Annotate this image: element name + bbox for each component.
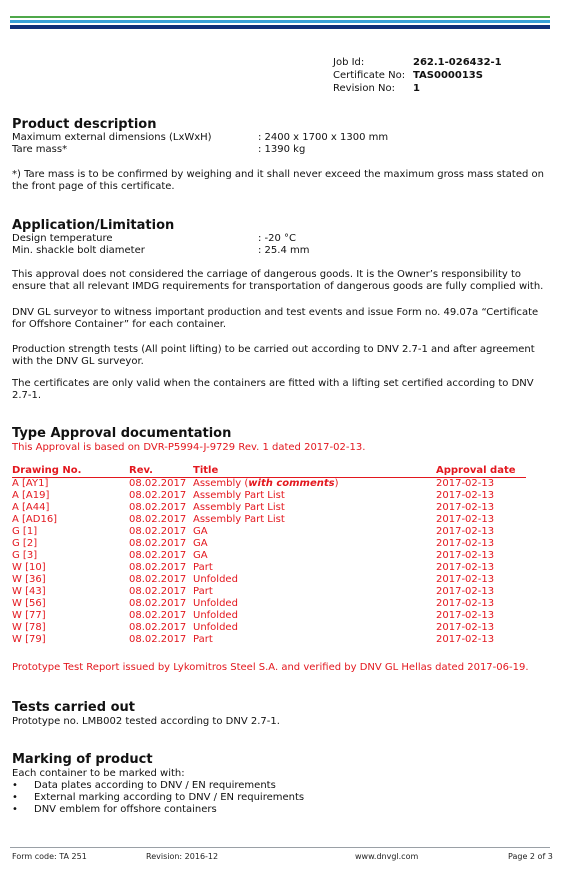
certificate-value: TAS000013S <box>413 70 483 81</box>
title-cell <box>193 622 436 634</box>
approval-date-cell: 2017-02-13 <box>436 514 495 525</box>
title-cell <box>193 526 436 538</box>
title-cell <box>193 634 436 646</box>
product-value: : 1390 kg <box>258 144 306 155</box>
revision-cell: 08.02.2017 <box>129 550 187 561</box>
title-text: GA <box>193 550 208 561</box>
title-text: Assembly Part List <box>193 502 285 513</box>
revision-cell: 08.02.2017 <box>129 574 187 585</box>
drawing-number-cell: W [79] <box>12 634 46 645</box>
title-text: Assembly ( <box>193 478 249 489</box>
lifting-set-paragraph: The certificates are only valid when the containers are fitted with a lifting set certified according to DNV 2.7-1. <box>12 378 534 401</box>
title-cell <box>193 610 436 622</box>
approval-date-cell: 2017-02-13 <box>436 598 495 609</box>
title-cell <box>193 478 436 491</box>
approval-date-cell: 2017-02-13 <box>436 526 495 537</box>
title-text: Assembly Part List <box>193 490 285 501</box>
title-text: Unfolded <box>193 574 238 585</box>
title-cell <box>193 538 436 550</box>
title-text: Part <box>193 562 213 573</box>
drawing-number-cell: W [10] <box>12 562 46 573</box>
drawing-number-cell: G [3] <box>12 550 38 561</box>
table-row <box>12 562 526 574</box>
title-cell <box>193 562 436 574</box>
table-row <box>12 574 526 586</box>
revision-cell: 08.02.2017 <box>129 598 187 609</box>
title-text: Unfolded <box>193 610 238 621</box>
title-text: GA <box>193 526 208 537</box>
title-cell <box>193 514 436 526</box>
job-info-block <box>333 56 502 95</box>
revision-cell: 08.02.2017 <box>129 514 187 525</box>
title-text: Unfolded <box>193 622 238 633</box>
revision-cell: 08.02.2017 <box>129 634 187 645</box>
approval-date-cell: 2017-02-13 <box>436 586 495 597</box>
list-item: • External marking according to DNV / EN requirements <box>12 792 304 804</box>
drawing-number-cell: G [2] <box>12 538 38 549</box>
approval-date-cell: 2017-02-13 <box>436 550 495 561</box>
table-row <box>12 514 526 526</box>
approval-date-cell: 2017-02-13 <box>436 478 495 489</box>
application-key: Min. shackle bolt diameter <box>12 245 145 256</box>
drawing-number-cell: A [AD16] <box>12 514 58 525</box>
application-key: Design temperature <box>12 233 113 244</box>
list-item: • DNV emblem for offshore containers <box>12 804 304 816</box>
footer-form-code: Form code: TA 251 <box>12 852 87 861</box>
title-cell <box>193 550 436 562</box>
tests-text: Prototype no. LMB002 tested according to DNV 2.7-1. <box>12 716 280 727</box>
title-text: Assembly Part List <box>193 514 285 525</box>
certificate-label: Certificate No: <box>333 70 406 81</box>
revision-cell: 08.02.2017 <box>129 538 187 549</box>
application-heading: Application/Limitation <box>12 218 175 233</box>
strength-tests-paragraph: Production strength tests (All point lifting) to be carried out according to DNV 2.7-1 and after agreement with the DNV GL surveyor. <box>12 344 535 367</box>
approval-basis: This Approval is based on DVR-P5994-J-9729 Rev. 1 dated 2017-02-13. <box>12 442 366 453</box>
header-stripe-green <box>10 16 550 18</box>
table-row <box>12 634 526 646</box>
title-text: Unfolded <box>193 598 238 609</box>
revision-cell: 08.02.2017 <box>129 622 187 633</box>
drawing-number-cell: W [36] <box>12 574 46 585</box>
approval-date-cell: 2017-02-13 <box>436 634 495 645</box>
surveyor-paragraph: DNV GL surveyor to witness important production and test events and issue Form no. 49.07a “Certificate for Offshore Container” for each container. <box>12 307 539 330</box>
job-id-label: Job Id: <box>333 57 365 68</box>
prototype-report-note: Prototype Test Report issued by Lykomitros Steel S.A. and verified by DNV GL Hellas dated 2017-06-19. <box>12 662 529 673</box>
drawing-number-cell: A [A44] <box>12 502 50 513</box>
title-cell <box>193 574 436 586</box>
approval-date-cell: 2017-02-13 <box>436 538 495 549</box>
drawing-number-cell: A [A19] <box>12 490 50 501</box>
footer-website[interactable]: www.dnvgl.com <box>355 852 419 861</box>
table-row <box>12 610 526 622</box>
revision-cell: 08.02.2017 <box>129 502 187 513</box>
product-description-values <box>12 132 388 156</box>
approval-date-cell: 2017-02-13 <box>436 502 495 513</box>
revision-value: 1 <box>413 83 420 94</box>
approval-date-cell: 2017-02-13 <box>436 622 495 633</box>
footer-page-number: Page 2 of 3 <box>508 852 553 861</box>
approval-date-cell: 2017-02-13 <box>436 610 495 621</box>
marking-intro: Each container to be marked with: <box>12 768 185 779</box>
column-header-title: Title <box>193 465 436 478</box>
table-row <box>12 622 526 634</box>
dangerous-goods-paragraph: This approval does not considered the carriage of dangerous goods. It is the Owner’s responsibility to ensure that all relevant IMDG requirements for transportation of dangerous goods are fully complied with. <box>12 269 544 292</box>
column-header-drawing: Drawing No. <box>12 465 129 478</box>
drawing-number-cell: G [1] <box>12 526 38 537</box>
footer-revision: Revision: 2016-12 <box>146 852 219 861</box>
table-row <box>12 550 526 562</box>
revision-cell: 08.02.2017 <box>129 526 187 537</box>
header-stripe-navy <box>10 25 550 29</box>
drawings-table <box>12 465 526 646</box>
tests-heading: Tests carried out <box>12 700 135 715</box>
revision-cell: 08.02.2017 <box>129 490 187 501</box>
column-header-approval-date: Approval date <box>436 465 526 478</box>
table-row <box>12 598 526 610</box>
revision-cell: 08.02.2017 <box>129 478 187 489</box>
title-cell <box>193 586 436 598</box>
drawing-number-cell: W [56] <box>12 598 46 609</box>
approval-date-cell: 2017-02-13 <box>436 562 495 573</box>
title-text: GA <box>193 538 208 549</box>
title-text: Part <box>193 586 213 597</box>
table-row <box>12 502 526 514</box>
list-item: • Data plates according to DNV / EN requirements <box>12 780 304 792</box>
product-key: Maximum external dimensions (LxWxH) <box>12 132 212 143</box>
title-emphasis: with comments <box>248 478 335 489</box>
revision-cell: 08.02.2017 <box>129 610 187 621</box>
revision-label: Revision No: <box>333 83 395 94</box>
revision-cell: 08.02.2017 <box>129 586 187 597</box>
title-suffix: ) <box>334 478 339 489</box>
table-row <box>12 478 526 491</box>
table-row <box>12 526 526 538</box>
column-header-rev: Rev. <box>129 465 193 478</box>
table-row <box>12 490 526 502</box>
title-cell <box>193 598 436 610</box>
application-values <box>12 233 309 257</box>
application-value: : -20 °C <box>258 233 297 244</box>
title-cell <box>193 502 436 514</box>
footer-divider <box>10 847 550 848</box>
drawings-table-body <box>12 478 526 647</box>
marking-heading: Marking of product <box>12 752 153 767</box>
header-stripe-blue <box>10 20 550 23</box>
tare-mass-note: *) Tare mass is to be confirmed by weighing and it shall never exceed the maximum gross mass stated on the front page of this certificate. <box>12 169 544 192</box>
drawing-number-cell: W [78] <box>12 622 46 633</box>
drawing-number-cell: W [77] <box>12 610 46 621</box>
approval-date-cell: 2017-02-13 <box>436 574 495 585</box>
title-text: Part <box>193 634 213 645</box>
revision-cell: 08.02.2017 <box>129 562 187 573</box>
application-value: : 25.4 mm <box>258 245 310 256</box>
product-key: Tare mass* <box>12 144 68 155</box>
drawing-number-cell: A [AY1] <box>12 478 49 489</box>
drawing-number-cell: W [43] <box>12 586 46 597</box>
job-id-value: 262.1-026432-1 <box>413 57 502 68</box>
table-row <box>12 538 526 550</box>
marking-list <box>12 780 304 816</box>
product-value: : 2400 x 1700 x 1300 mm <box>258 132 389 143</box>
product-description-heading: Product description <box>12 117 157 132</box>
table-row <box>12 586 526 598</box>
approval-date-cell: 2017-02-13 <box>436 490 495 501</box>
type-approval-heading: Type Approval documentation <box>12 426 232 441</box>
title-cell <box>193 490 436 502</box>
table-header-row <box>12 465 526 478</box>
